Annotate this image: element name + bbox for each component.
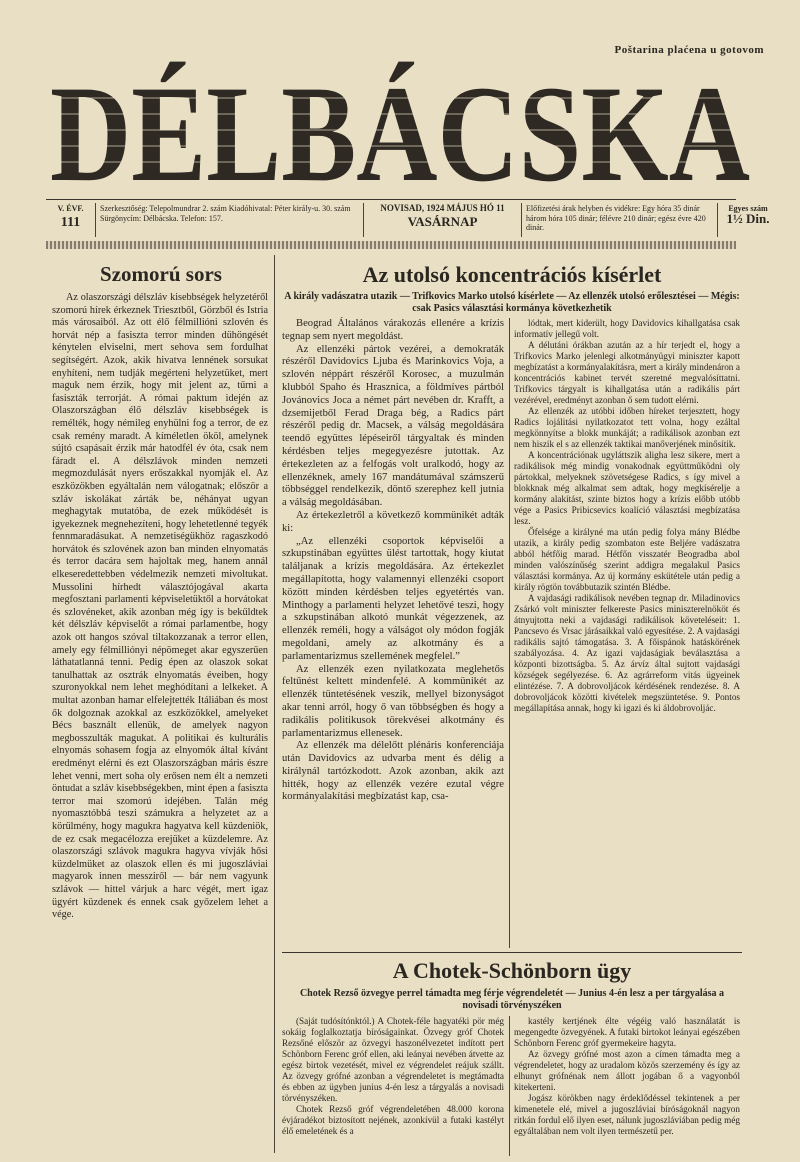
article-body-bottom-col2 [514, 1016, 740, 1137]
place-date: NOVISAD, 1924 MÁJUS HÓ 11 [380, 203, 505, 213]
paragraph: Őfelsége a királyné ma után pedig folya mány Blédbe utazik, a király pedig szombaton este Beljére vadászatra abból hétfőig marad. Hétfőn visszatér Beogradba abol minden valószínűség szerint addigra megalakul Pasics választási kormánya. Az új kormány eskütétele után pedig a király rögtön továbbutazik szintén Blédbe. [514, 527, 740, 592]
paragraph: Chotek Rezső gróf végrendeletében 48.000 korona évjáradékot biztosított nejének, azonkívül a futaki kastélyt élő emeletének és a [282, 1104, 504, 1136]
column-divider [509, 1016, 510, 1156]
paragraph: A koncentrációnak ugyláttszik aligha lesz sikere, mert a radikálisok még mindig vonakodnak együttműködni oly pártokkal, melyeknek szövetségese Radics, s így mivel a blokknak még alkalmat sem adtak, hogy megkísérelje a kormány alakítást, szinte biztos hogy a krízis előbb utóbb vége a Pasics Pribicsevics koalíció választási megbízatása lesz. [514, 450, 740, 526]
article-body-center-col1 [282, 318, 504, 804]
masthead-title: DÉLBÁCSKA [50, 58, 750, 198]
masthead-logo [40, 58, 760, 198]
article-body-left [52, 292, 268, 922]
top-rule [46, 199, 736, 200]
article-title-bottom: A Chotek-Schönborn ügy [392, 958, 632, 983]
masthead [40, 58, 760, 198]
paragraph: Jogász körökben nagy érdeklődéssel tekintenek a per kimenetele elé, mivel a jugoszláviai bíróságoknál nagyon ritkán fordul elő ilyen eset, nálunk jugoszláviában pedig még egyáltalában nem volt ilyen természetű per. [514, 1093, 740, 1136]
paragraph: Az ellenzék az utóbbi időben híreket terjesztett, hogy Radics lojálitási nyilatkozatot tett volna, hogy ezáltal megkönnyítse a blokk munkáját; a radikálisok azonban ezt nem hiszik el s az ellenzék taktikai manőverjének minősítik. [514, 406, 740, 449]
editorial-info: Szerkesztőség: Telepolmundrar 2. szám Kiadóhivatal: Péter király-u. 30. szám Sürgönycím: Délbácska. Telefon: 157. [96, 203, 364, 237]
issue-number: 111 [60, 214, 81, 230]
paragraph: Az ellenzék ezen nyilatkozata meglehetős feltűnést keltett mindenfelé. A kommünikét az ellenzék tüntetésének veszik, mellyel bizonyságot akar tenni arról, hogy ő van többségben és hogy a radikális politikusok törekvései alkotmány és parlamentarizmus ellenesek. [282, 663, 504, 739]
article-subtitle-bottom: Chotek Rezső özvegye perrel támadta meg férje végrendeletét — Junius 4-én lesz a per tárgyalása a novisadi törvényszéken [299, 988, 725, 1011]
subscription-info: Előfizetési árak helyben és vidékre: Egy hóra 35 dinár három hóra 105 dinár; félévre 210 dinár; egész évre 420 dinár. [522, 203, 718, 237]
weekday: VASÁRNAP [407, 213, 478, 229]
paragraph: „Az ellenzéki csoportok képviselői a szkupstinában együttes ülést tartottak, hogy kiutat találjanak a krízis megoldására. Az értekezlet megállapította, hogy valamennyi ellenzéki csoport között minden kérdésben teljes egyetértés van. Minthogy a parlamenti helyzet lehetővé teszi, hogy a szkupstinában alkotó munkát végezzenek, az ellenzék reméli, hogy a válságot oly módon fogják megoldani, amely az alkotmány és a parlamentarizmus szellemének megfelel.” [282, 535, 504, 662]
paragraph: lódtak, mert kiderült, hogy Davidovics kihallgatása csak informatív jellegű volt. [514, 318, 740, 339]
info-bar [46, 203, 770, 237]
paragraph: kastély kertjének élte végéig való használatát is megengedte özvegyének. A futaki birtokot leányai egészében Schönborn Ferenc gróf gyermekeire hagyta. [514, 1016, 740, 1048]
column-divider [509, 318, 510, 948]
article-title-center: Az utolsó koncentrációs kísérlet [362, 262, 662, 287]
paragraph: Az özvegy grófné most azon a címen támadta meg a végrendeletet, hogy az uradalom közös szerzemény és így az elhunyt grófnénak nem állott jogában ő a vagyonból kitekerteni. [514, 1049, 740, 1092]
paragraph: A délutáni órákban azután az a hír terjedt el, hogy a Trifkovics Marko jelenlegi alkotmányügyi miniszter kapott megbízatást a kormányalakításra, mert a király mindenáron a koncentrációs kabinet tervét szeretné megvalósíttatni. Trifkovics tárgyalt is kihallgatása után a radikális párt vezérével, eredményt azonban ő sem tudott elérni. [514, 340, 740, 405]
article-body-center-col2 [514, 318, 740, 714]
paragraph: (Saját tudósítónktól.) A Chotek-féle hagyatéki pör még sokáig foglalkoztatja bíróságainkat. Özvegy gróf Chotek Rezsőné először az özvegyi haszonélvezetet indított pert Schönborn Ferenc gróf ellen, aki leányai nevében átvette az egész birtok vezetését, mivel ez végrendelet reájuk szállt. Az özvegy grófné azonban a végrendeletet is megtámadta és ebben az ügyben junius 4-én lesz a tárgyalás a novisadi törvényszéken. [282, 1016, 504, 1103]
paragraph: Az ellenzéki pártok vezérei, a demokraták részéről Davidovics Ljuba és Marinkovics Voja, a szlovén néppárt részéről Korosec, a muzulmán klubból Spaho és Hrasznica, a földmíves pártból Jovánovics Joca a német párt nevében dr. Krafft, a dzsemijetből Ferad Draga bég, a Radics párt részéről pedig dr. Macsek, a válság megoldására teendő együttes lépéseiről tárgyaltak és minden kérdésben teljes megegyezésre jutottak. Az értekezleten az a felfogás volt uralkodó, hogy az ellenzéknek, amely 167 mandátumával számszerű többséggel rendelkezik, döntő szerephez kell jutnia a válság megoldásában. [282, 343, 504, 509]
paragraph: Beograd Általános várakozás ellenére a krízis tegnap sem nyert megoldást. [282, 318, 504, 342]
paragraph: A vajdasági radikálisok nevében tegnap dr. Miladinovics Zsárkó volt miniszter felkereste Pasics miniszterelnököt és átnyujtotta neki a vajdasági radikálisok követeléseit: 1. Pancsevo és Vrsac járásaikkal való egyesítése. 2. A vajdasági radikális sajtó támogatása. 3. A főispánok hatáskörének szabályozása. 4. Az igazi vajdaságiak beválasztása a központi bizottságba. 5. Az árvíz által sujtott vajdasági községek segélyezése. 6. Az agrárreform vitás ügyeinek elintézése. 7. A dobrovoljácok kérdésének rendezése. 8. A dobrovoljácok közötti kivételek megszüntetése. 9. Pontos megállapítása annak, hogy ki igazi és ki áldobrovoljác. [514, 593, 740, 713]
price-value: 1½ Din. [726, 210, 770, 226]
price-label: Egyes szám [728, 204, 768, 213]
postage-note: Poštarina plaćena u gotovom [614, 44, 764, 56]
article-subtitle-center: A király vadászatra utazik — Trifkovics Marko utolsó kísérlete — Az ellenzék utolsó erőlesztései — Mégis: csak Pasics választási kormánya következhetik [284, 291, 740, 314]
decorative-stripe [46, 241, 736, 249]
column-divider [274, 255, 275, 1153]
paragraph: Az ellenzék ma délelőtt plénáris konferenciája után Davidovics az udvarba ment és délig a királynál tartózkodott. Azok azonban, akik azt hitték, hogy az ellenzék vezére ezutal végre kormányalakítási megbízatást kap, csa- [282, 740, 504, 803]
article-title-left: Szomorú sors [100, 262, 222, 286]
date-box [364, 203, 522, 237]
volume-year: V. ÉVF. [57, 204, 84, 213]
paragraph: Az értekezletről a következő kommünikét adták ki: [282, 509, 504, 534]
section-rule [282, 952, 742, 953]
volume-box [46, 203, 96, 237]
paragraph: Az olaszországi délszláv kisebbségek helyzetéről szomorú hírek érkeznek Triesztből, Görzből és Istria más városaiból. Az ott élő félmillióni szlovén és horvát nép a fasiszta terror minden dühöngését kénytelen elviselni, mert sehova sem fordulhat segítségért. Azok, akik hivatva lennének sorsukat enyhíteni, nem tudják megérteni helyzetüket, mert maguk nem érzik, hogy mit jelent az, tűrni a fasiszták terrorját. A római paktum idején az Olaszországban élő délszláv kisebbségek is remélték, hogy némileg enyhülni fog a terror, de ez csak remény maradt. A kíméletlen ököl, amelynek sújtó csapásait érzik már hatodfél év óta, csak nem fáradt el. A délszlávok minden nemzeti megmozdulását nyers erőszakkal nyomják el. Az eszközökben egyáltalán nem válogatnak; először a szláv iskolákat zárták be, néhányat ugyan meghagytak mutatóba, de ezek működését is igyekeznek megnehezíteni, hogy lehetetlenné tegyék fennmaradásukat. A nemzetiségükhöz ragaszkodó horvátok és szlovének azon ban minden elnyomatás és terror dacára sem hajoltak meg, hanem annál elkeseredettebben védelmezik nemzeti mivoltukat. Mussolini hírhedt választójogával akarta megfosztani parlamenti képviseletüktől a horvátokat és szlovéneket, akik azonban még így is bekűldtek két délszláv képviselőt a római parlamentbe, hogy azok ott hangos szóval tiltakozzanak a terror ellen, amely egy félmilliónyi népömeget akar egyszerűen láthatatlanná tenni. Pedig épen az olaszok sokat tanulhattak az osztrák elnyomatás éveiben, hogy szuronyokkal nem lehet meghódítani a lelkeket. A multat azonban hamar elfelejtették Itáliában és most ők dolgoznak azokkal az eszközökkel, amelyeket Bécs basznált ellenük, de amelyek nagyon megbosszulták magukat. A politikai és kulturális elnyomás sohasem fogja az elnyomók által kívánt eredményt elérni és ezt Olaszországban máris észre lehet venni, mert soha oly erősen nem élt a nemzeti öntudat a szláv kisebbségekben, mint épen a fasiszta terror mai szomorú idejében. Talán még nyomasztóbbá teszi számukra a helyzetet az a körülmény, hogy magukra hagyatva kell küzdeniök, de ez csak megacélozza erejüket a küzdelemre. Az olaszországi szlávok magukra hagyva vívják hősi küzdelmüket az olaszok ellen és mi jugoszláviai magyarok innen messziről — bár nem vagyunk szlávok — hittel várjuk a harc végét, mert igaz ügyért küzdenek és ennek csak győzelem lehet a vége. [52, 292, 268, 921]
price-box [718, 203, 778, 237]
article-body-bottom-col1 [282, 1016, 504, 1137]
